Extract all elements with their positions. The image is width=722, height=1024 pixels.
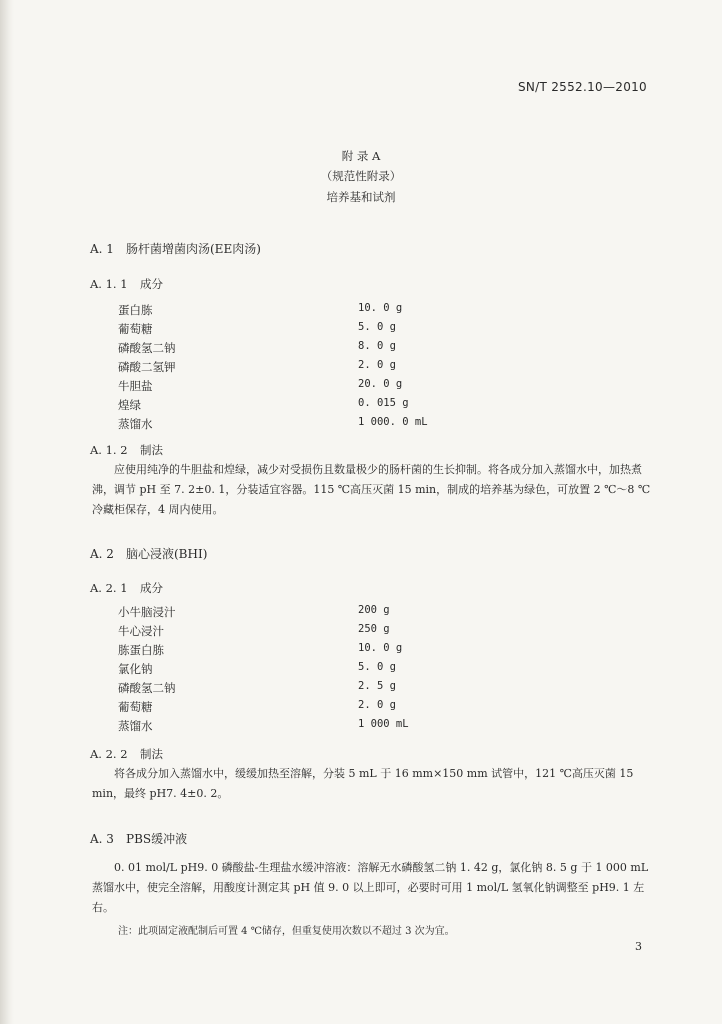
list-item: [118, 302, 538, 321]
list-item: [118, 378, 538, 397]
ingredient-amount: 2. 5 g: [358, 680, 396, 692]
appendix-title: 附 录 A: [341, 149, 381, 163]
preparation-text-a2: [92, 764, 657, 804]
list-item: [118, 699, 538, 718]
ingredient-name: 蒸馏水: [118, 417, 153, 431]
section-title: 脑心浸液(BHI): [126, 547, 208, 561]
ingredient-amount: 250 g: [358, 623, 390, 635]
list-item: [118, 661, 538, 680]
list-item: [118, 623, 538, 642]
list-item: [118, 680, 538, 699]
ingredient-name: 煌绿: [118, 398, 141, 412]
ingredient-amount: 2. 0 g: [358, 359, 396, 371]
section-a1-2-heading: [90, 442, 163, 458]
ingredient-list-a2: [118, 604, 538, 737]
ingredient-amount: 2. 0 g: [358, 699, 396, 711]
list-item: [118, 604, 538, 623]
paragraph: 将各成分加入蒸馏水中，缓缓加热至溶解，分装 5 mL 于 16 mm×150 mm 试管中，121 ℃高压灭菌 15 min，最终 pH7. 4±0. 2。: [92, 767, 634, 800]
ingredient-amount: 1 000. 0 mL: [358, 416, 428, 428]
appendix-subject: 培养基和试剂: [326, 190, 396, 204]
ingredient-amount: 1 000 mL: [358, 718, 409, 730]
section-a2-1-heading: [90, 580, 163, 596]
pbs-text: [92, 858, 657, 918]
ingredient-amount: 200 g: [358, 604, 390, 616]
list-item: [118, 416, 538, 435]
preparation-text-a1: [92, 460, 657, 520]
section-a3-heading: [90, 830, 187, 847]
ingredient-amount: 10. 0 g: [358, 302, 403, 314]
ingredient-name: 牛心浸汁: [118, 624, 164, 638]
subsection-number: A. 1. 2: [90, 443, 128, 457]
note: 注：此项固定液配制后可置 4 ℃储存，但重复使用次数以不超过 3 次为宜。: [118, 926, 455, 937]
subsection-title: 制法: [140, 747, 163, 761]
section-number: A. 3: [90, 832, 114, 846]
ingredient-amount: 5. 0 g: [358, 321, 396, 333]
ingredient-name: 小牛脑浸汁: [118, 605, 176, 619]
ingredient-amount: 5. 0 g: [358, 661, 396, 673]
subsection-title: 成分: [140, 277, 163, 291]
section-number: A. 1: [90, 242, 114, 256]
section-a2-heading: [90, 545, 207, 562]
page-number: 3: [635, 940, 642, 953]
paragraph: 应使用纯净的牛胆盐和煌绿，减少对受损伤且数量极少的肠杆菌的生长抑制。将各成分加入蒸馏水中，加热煮沸，调节 pH 至 7. 2±0. 1，分装适宜容器。115 ℃高压灭菌 15 min，制成的培养基为绿色，可放置 2 ℃～8 ℃冷藏柜保存，4 周内使用。: [92, 463, 651, 516]
ingredient-name: 磷酸二氢钾: [118, 360, 176, 374]
ingredient-name: 牛胆盐: [118, 379, 153, 393]
subsection-number: A. 2. 1: [90, 581, 128, 595]
ingredient-name: 蒸馏水: [118, 719, 153, 733]
ingredient-name: 氯化钠: [118, 662, 153, 676]
ingredient-amount: 8. 0 g: [358, 340, 396, 352]
ingredient-name: 磷酸氢二钠: [118, 341, 176, 355]
ingredient-name: 蛋白胨: [118, 303, 153, 317]
ingredient-name: 磷酸氢二钠: [118, 681, 176, 695]
list-item: [118, 642, 538, 661]
ingredient-name: 葡萄糖: [118, 322, 153, 336]
ingredient-name: 葡萄糖: [118, 700, 153, 714]
ingredient-name: 胨蛋白胨: [118, 643, 164, 657]
ingredient-amount: 10. 0 g: [358, 642, 403, 654]
list-item: [118, 321, 538, 340]
section-a2-2-heading: [90, 746, 163, 762]
subsection-number: A. 1. 1: [90, 277, 128, 291]
list-item: [118, 397, 538, 416]
section-number: A. 2: [90, 547, 114, 561]
ingredient-list-a1: [118, 302, 538, 435]
section-title: 肠杆菌增菌肉汤(EE肉汤): [126, 242, 261, 256]
standard-number: SN/T 2552.10—2010: [517, 80, 647, 94]
ingredient-amount: 20. 0 g: [358, 378, 403, 390]
list-item: [118, 340, 538, 359]
subsection-title: 制法: [140, 443, 163, 457]
section-a1-heading: [90, 240, 261, 257]
list-item: [118, 718, 538, 737]
appendix-type: （规范性附录）: [320, 169, 402, 183]
list-item: [118, 359, 538, 378]
section-title: PBS缓冲液: [126, 832, 188, 846]
subsection-title: 成分: [140, 581, 163, 595]
subsection-number: A. 2. 2: [90, 747, 128, 761]
section-a1-1-heading: [90, 276, 163, 292]
paragraph: 0. 01 mol/L pH9. 0 磷酸盐-生理盐水缓冲溶液：溶解无水磷酸氢二钠 1. 42 g，氯化钠 8. 5 g 于 1 000 mL蒸馏水中，使完全溶解，用酸度计测定其 pH 值 9. 0 以上即可，必要时可用 1 mol/L 氢氧化钠调整至 pH9. 1 左右。: [92, 861, 649, 914]
ingredient-amount: 0. 015 g: [358, 397, 409, 409]
